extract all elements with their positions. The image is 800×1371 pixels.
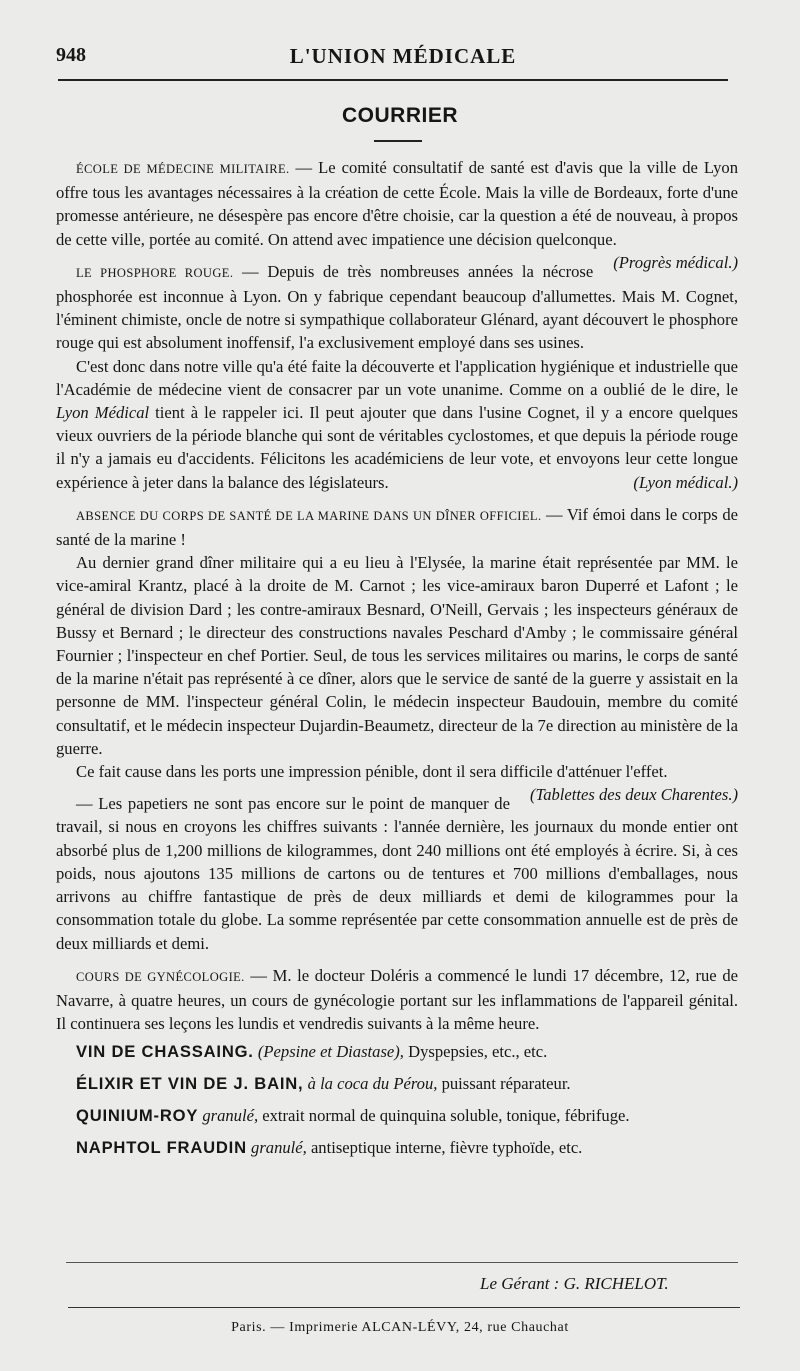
advertisement	[56, 1101, 738, 1131]
page-number: 948	[56, 44, 86, 66]
ad-description: extrait normal de quinquina soluble, tonique, fébrifuge.	[258, 1106, 630, 1126]
article-paper-makers: — Les papetiers ne sont pas encore sur le point de manquer de travail, si nous en croyons les chiffres suivants : l'année dernière, les journaux du monde entier ont absorbé plus de 1,200 millions de kilogrammes, dont 240 millions ont été employés à écrire. Si, à ces poids, nous ajoutons 135 millions de cartons ou de tentures et 700 millions d'emballages, nous arrivons au chiffre fantastique de près de deux milliards et demi de kilogrammes pour la consommation totale du globe. La somme représentée par cette consommation annuelle est de près de deux milliards et demi.	[56, 794, 738, 953]
article-source: (Lyon médical.)	[633, 472, 738, 492]
article-text: — M. le docteur Doléris a commencé le lundi 17 décembre, 12, rue de Navarre, à quatre heures, un cours de gynécologie portant sur les inflammations de l'appareil génital. Il continuera ses leçons les lundis et vendredis suivants à la même heure.	[56, 965, 738, 1034]
ad-product-name: ÉLIXIR ET VIN DE J. BAIN,	[76, 1074, 304, 1094]
article-navy-health-corps	[56, 503, 738, 551]
title-rule	[374, 140, 422, 142]
printer-imprint: Paris. — Imprimerie ALCAN-LÉVY, 24, rue Chauchat	[231, 1320, 569, 1335]
article-heading: ABSENCE DU CORPS DE SANTÉ DE LA MARINE DANS UN DÎNER OFFICIEL.	[76, 508, 542, 523]
ad-subtitle: à la coca du Pérou,	[303, 1074, 438, 1094]
advertisement	[56, 1069, 738, 1099]
article-paragraph	[56, 760, 738, 805]
ad-subtitle: (Pepsine et Diastase),	[253, 1042, 404, 1062]
article-heading: COURS DE GYNÉCOLOGIE.	[76, 969, 245, 984]
ad-product-name: VIN DE CHASSAING.	[76, 1042, 254, 1062]
manager-signature: Le Gérant : G. RICHELOT.	[480, 1274, 669, 1293]
article-text: — Le comité consultatif de santé est d'avis que la ville de Lyon offre tous les avantages nécessaires à la création de cette École. Mais la ville de Bordeaux, forte d'une promesse antérieure, ne désespère pas encore d'être choisie, car la question a été de nouveau, à propos de cette ville, portée au comité. On attend avec impatience une décision quelconque.	[56, 158, 738, 249]
running-head	[56, 44, 750, 72]
ads-rule	[66, 1262, 738, 1263]
ad-description: Dyspepsies, etc., etc.	[403, 1042, 548, 1062]
ad-subtitle: granulé,	[246, 1138, 307, 1158]
ad-product-name: QUINIUM-ROY	[76, 1106, 199, 1126]
article-text: C'est donc dans notre ville qu'a été faite la découverte et l'application hygiénique et industrielle que l'Académie de médecine vient de consacrer par un vote unanime. Comme on a oublié de le dire, le	[56, 356, 738, 399]
article-source: (Progrès médical.)	[613, 252, 738, 272]
article-text: Ce fait cause dans les ports une impression pénible, dont il sera difficile d'atténuer l'effet.	[76, 762, 668, 782]
article-text: tient à le rappeler ici. Il peut ajouter que dans l'usine Cognet, il y a encore quelques vieux ouvriers de la période blanche qui sont de véritables cyclostomes, et que depuis la période rouge il n'y a jamais eu d'accidents. Félicitons les académiciens de leur vote, et envoyons leur cette longue expérience à jeter dans la balance des législateurs.	[56, 403, 738, 492]
header-rule	[58, 79, 728, 81]
article-text: — Vif émoi dans le corps de santé de la marine !	[56, 504, 738, 550]
article-paragraph	[56, 355, 738, 494]
article-heading: ÉCOLE DE MÉDECINE MILITAIRE.	[76, 162, 290, 176]
article-paragraph: Au dernier grand dîner militaire qui a eu lieu à l'Elysée, la marine était représentée par MM. le vice-amiral Krantz, placé à la droite de M. Carnot ; les vice-amiraux baron Duperré et Lafont ; le général de division Dard ; les contre-amiraux Besnard, O'Neill, Gervais ; les inspecteurs généraux de Bussy et Bernard ; le directeur des constructions navales Peschard d'Amby ; le commissaire général Fournier ; l'inspecteur en chef Portier. Seul, de tous les services militaires ou marins, le corps de santé de la marine n'était pas représenté à ce dîner, alors que le service de santé de la guerre y assistait en la personne de MM. l'inspecteur général Colin, le médecin inspecteur Baudouin, membre du comité consultatif, et le médecin inspecteur Dujardin-Beaumetz, directeur de la 7e direction au ministère de la guerre.	[56, 553, 738, 758]
article-body	[56, 156, 738, 1163]
journal-name: Lyon Médical	[56, 403, 150, 423]
ad-subtitle: granulé,	[198, 1106, 259, 1126]
footer-rule	[68, 1307, 740, 1308]
ad-product-name: NAPHTOL FRAUDIN	[76, 1138, 247, 1158]
advertisement	[56, 1037, 738, 1067]
article-military-school	[56, 156, 738, 272]
journal-title: L'UNION MÉDICALE	[289, 44, 517, 68]
article-text: — Depuis de très nombreuses années la nécrose phosphorée est inconnue à Lyon. On y fabrique cependant beaucoup d'allumettes. Mais M. Cognet, l'éminent chimiste, oncle de notre si sympathique collaborateur Glénard, ayant découvert le phosphore rouge qui est absolument inoffensif, l'a exclusivement employé dans ses usines.	[56, 261, 738, 353]
article-heading: LE PHOSPHORE ROUGE.	[76, 265, 234, 280]
article-source: (Tablettes des deux Charentes.)	[529, 785, 738, 805]
ad-description: puissant réparateur.	[437, 1074, 571, 1094]
advertisement	[56, 1133, 738, 1163]
ad-description: antiseptique interne, fièvre typhoïde, etc.	[306, 1138, 583, 1158]
article-gynecology-course	[56, 964, 738, 1036]
article-red-phosphorus	[56, 260, 738, 355]
section-title: COURRIER	[341, 104, 458, 127]
